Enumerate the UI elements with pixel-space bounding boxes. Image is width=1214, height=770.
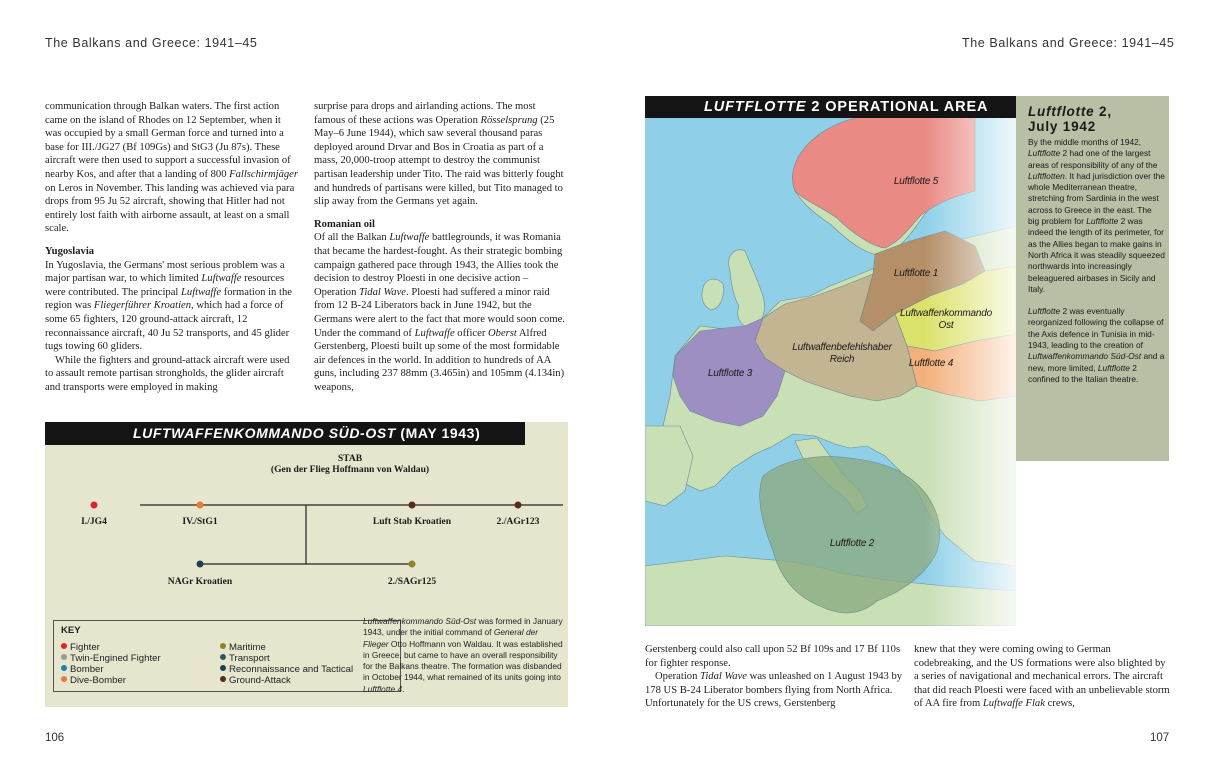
paragraph: Of all the Balkan Luftwaffe battlegrounds, it was Romania that became the hardest-fought. As their strategic bombing campaign gathered pace through 1943, the Allies took the decision to destroy Ploesti in one decisive action – Operation Tidal Wave. Ploesti had suffered a minor raid from 12 B-24 Liberators back in June 1942, but the Germans were alert to the fact that more would soon come. Under the command of Luftwaffe officer Oberst Alfred Gerstenberg, Ploesti built up some of the most formidable air defences in the world. In addition to hundreds of AA guns, including 237 88mm (3.465in) and 105mm (4.134in) weapons, — [314, 232, 565, 393]
section-heading-romanian-oil: Romanian oil — [314, 218, 375, 230]
unit-label: I./JG4 — [81, 516, 107, 527]
key-item: Bomber — [61, 664, 104, 675]
key-dot-icon — [220, 665, 226, 671]
paragraph: Operation Tidal Wave was unleashed on 1 August 1943 by 178 US B-24 Liberator bombers flying from North Africa. Unfortunately for the US crews, Gerstenberg — [645, 671, 903, 710]
left-page-column-1 — [45, 100, 298, 394]
key-dot-icon — [220, 643, 226, 649]
oob-title: LUFTWAFFENKOMMANDO SÜD-OST (MAY 1943) — [45, 422, 525, 445]
key-item: Fighter — [61, 642, 100, 653]
key-dot-icon — [61, 676, 67, 682]
label-luftflotte-2: Luftflotte 2 — [829, 538, 875, 549]
oob-caption: Luftwaffenkommando Süd-Ost was formed in January 1943, under the initial command of General der Flieger Otto Hoffmann von Waldau. It was established in Greece, but came to have an overall responsibility for the Balkans theatre. The formation was disbanded in October 1944, what remained of its units going into Luftflotte 4. — [363, 616, 563, 694]
sidebar-paragraph: Luftflotte 2 was eventually reorganized following the collapse of the Axis defence in Tunisia in mid-1943, leading to the creation of Luftwaffenkommando Süd-Ost and a new, more limited, Luftflotte 2 confined to the Italian theatre. — [1028, 306, 1165, 384]
key-item: Ground-Attack — [220, 675, 291, 686]
paragraph: In Yugoslavia, the Germans' most serious problem was a major partisan war, to which limited Luftwaffe resources were contributed. The principal Luftwaffe formation in the region was Fliegerführer Kroatien, which had a force of some 65 fighters, 120 ground-attack aircraft, 12 reconnaissance aircraft, 40 Ju 52 transports, and 45 glider tugs towing 60 gliders. — [45, 259, 292, 353]
unit-dot-icon — [409, 502, 416, 509]
section-heading-yugoslavia: Yugoslavia — [45, 245, 95, 257]
left-page-column-2 — [314, 100, 568, 394]
key-item: Maritime — [220, 642, 266, 653]
paragraph: surprise para drops and airlanding actions. The most famous of these actions was Operation Rösselsprung (25 May–6 June 1944), which saw several thousand paras deployed around Drvar and Bos in Croatia as part of a mass, 20,000-troop attempt to destroy the communist partisan leadership under Tito. The raid was bitterly fought and hundreds of partisans were killed, but Tito managed to slip away from the Germans yet again. — [314, 101, 564, 208]
luftflotte-2-sidebar — [1016, 96, 1169, 461]
key-dot-icon — [61, 665, 67, 671]
unit-dot-icon — [197, 502, 204, 509]
paragraph: communication through Balkan waters. The first action came on the island of Rhodes on 12 September, when it was occupied by a small German force and turned into a base for III./JG27 (Bf 109Gs) and StG3 (Ju 87s). These aircraft were then used to support a successful invasion of nearby Kos, and after that a landing of 800 Fallschirmjäger on Leros in November. This landing was achieved via para drops from 95 Ju 52 aircraft, showing that Hitler had not entirely lost faith with airborne assault, at least on a small scale. — [45, 101, 299, 235]
sidebar-paragraph: By the middle months of 1942, Luftflotte 2 had one of the largest areas of responsibility of any of the Luftflotten. It had jurisdiction over the whole Mediterranean theatre, stretching from Sardinia in the west across to Greece in the east. The big problem for Luftflotte 2 was indeed the length of its perimeter, for as the Allies began to make gains in North Africa it was steadily squeezed northwards into increasingly beleaguered airbases in Sicily and Italy. — [1028, 137, 1165, 294]
unit-label: IV./StG1 — [182, 516, 218, 527]
paragraph: knew that they were coming owing to German codebreaking, and the US formations were also blighted by a series of navigational and mechanical errors. The aircraft that did reach Ploesti were faced with an unbelievable storm of AA fire from Luftwaffe Flak crews, — [914, 644, 1170, 710]
order-of-battle-chart — [45, 422, 568, 707]
label-luftflotte-4: Luftflotte 4 — [908, 358, 954, 369]
paragraph: While the fighters and ground-attack aircraft were used to assault remote partisan strongholds, the glider aircraft and transports were employed in making — [45, 354, 290, 393]
unit-label: NAGr Kroatien — [167, 576, 233, 587]
label-luftflotte-3: Luftflotte 3 — [707, 368, 753, 379]
label-luftflotte-1: Luftflotte 1 — [893, 268, 939, 279]
key-title: KEY — [61, 625, 81, 636]
operational-area-map — [645, 96, 1016, 626]
unit-dot-icon — [515, 502, 522, 509]
key-item: Dive-Bomber — [61, 675, 126, 686]
key-dot-icon — [61, 643, 67, 649]
unit-label: 2./SAGr125 — [387, 576, 437, 587]
unit-dot-icon — [197, 561, 204, 568]
right-page-column-1 — [645, 643, 903, 711]
running-title-left: The Balkans and Greece: 1941–45 — [45, 36, 258, 50]
unit-label: Luft Stab Kroatien — [372, 516, 452, 527]
running-title-right: The Balkans and Greece: 1941–45 — [962, 36, 1175, 50]
map-title: LUFTFLOTTE 2 OPERATIONAL AREA — [645, 96, 1016, 118]
key-dot-icon — [220, 654, 226, 660]
oob-stab-label: STAB (Gen der Flieg Hoffmann von Waldau) — [270, 453, 430, 475]
key-item: Transport — [220, 653, 270, 664]
label-luftwaffenbefehlshaber-reich: Luftwaffenbefehlshaber Reich — [792, 342, 892, 365]
sidebar-heading: Luftflotte 2, July 1942 — [1028, 104, 1112, 134]
label-luftflotte-5: Luftflotte 5 — [893, 176, 939, 187]
right-page-column-2 — [914, 643, 1170, 711]
key-dot-icon — [61, 654, 67, 660]
label-luftwaffenkommando-ost: Luftwaffenkommando Ost — [899, 308, 993, 331]
sidebar-body — [1028, 137, 1165, 385]
page-number-left: 106 — [45, 732, 65, 744]
page-number-right: 107 — [1150, 732, 1170, 744]
key-item: Reconnaissance and Tactical — [220, 664, 353, 675]
key-item: Twin-Engined Fighter — [61, 653, 161, 664]
unit-dot-icon — [409, 561, 416, 568]
key-dot-icon — [220, 676, 226, 682]
oob-key — [53, 620, 401, 692]
paragraph: Gerstenberg could also call upon 52 Bf 109s and 17 Bf 110s for fighter response. — [645, 644, 901, 669]
unit-label: 2./AGr123 — [496, 516, 540, 527]
unit-dot-icon — [91, 502, 98, 509]
